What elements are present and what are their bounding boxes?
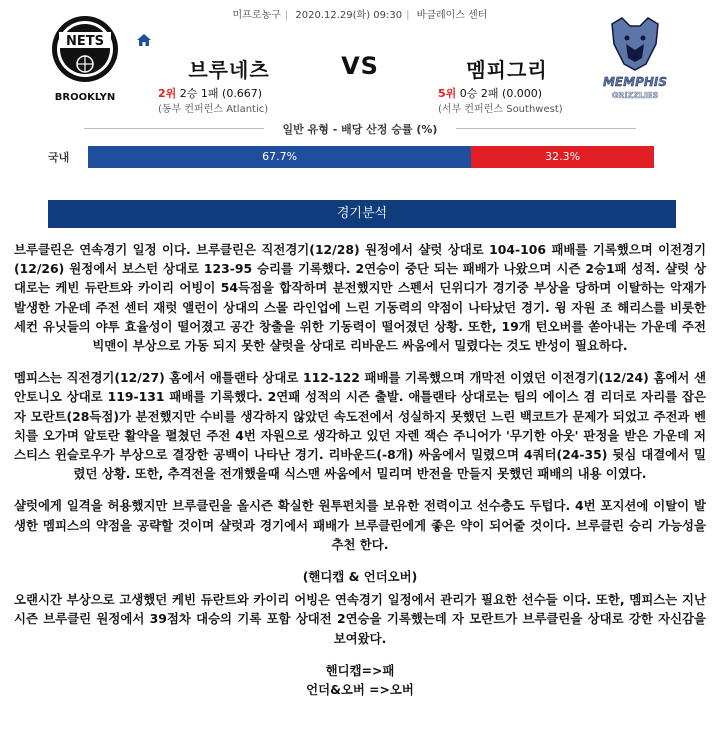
grizzlies-logo	[598, 14, 672, 104]
betting-rate-bar	[88, 146, 654, 168]
league-label: 미프로농구	[232, 10, 281, 21]
away-win-loss: 0승 2패 (0.000)	[459, 87, 543, 100]
betting-rate-row	[48, 146, 656, 168]
away-rate-segment: 32.3%	[471, 146, 654, 168]
betting-row-label: 국내	[48, 151, 70, 164]
home-icon[interactable]	[136, 32, 152, 48]
nets-logo-text: NETS	[66, 34, 104, 49]
pick-handicap: 핸디캡=>패	[325, 662, 395, 678]
home-conference: (동부 컨퍼런스 Atlantic)	[158, 104, 269, 115]
betting-rate-title: 일반 유형 - 배당 산정 승률 (%)	[0, 121, 720, 137]
home-win-loss: 2승 1패 (0.667)	[179, 87, 263, 100]
handicap-paragraph: 오랜시간 부상으로 고생했던 케빈 듀란트와 카이리 어빙은 연속경기 일정에서 관리가 필요한 선수들 이다. 또한, 멤피스는 지난시즌 브루클린 원정에서 39점차 대승의 기록 포함 상대전 2연승을 기록했는데 자 모란트가 브루클린을 상대로 강한 자신감을 보여왔다.	[14, 592, 706, 646]
pick-overunder: 언더&오버 =>오버	[306, 682, 414, 698]
brooklyn-logo-text: BROOKLYN	[54, 92, 116, 103]
home-rate-segment: 67.7%	[88, 146, 471, 168]
away-conference: (서부 컨퍼런스 Southwest)	[438, 104, 563, 115]
handicap-heading: (핸디캡 & 언더오버)	[302, 569, 418, 585]
analysis-paragraph-brooklyn: 브루클린은 연속경기 일정 이다. 브루클린은 직전경기(12/28) 원정에서 샬럿 상대로 104-106 패배를 기록했으며 이전경기(12/26) 원정에서 보스턴 상대로 123-95 승리를 기록했다. 2연승이 중단 되는 패배가 나왔으며 시즌 2승1패 성적. 샬럿 상대로는 케빈 듀란트와 카이리 어빙이 54득점을 합작하며 분전했지만 스펜서 딘위디가 경기중 부상을 당하며 이탈하는 악재가 발생한 가운데 주전 센터 재럿 앨런이 상대의 스몰 라인업에 느린 기동력의 약점이 나타났던 경기. 윙 자원 조 해리스를 비롯한 세컨 유닛들의 야투 효율성이 떨어졌고 공간 창출을 위한 기동력이 떨어졌던 상황. 또한, 19개 턴오버를 쏟아내는 가운데 주전 빅맨이 부상으로 가동 되지 못한 샬럿을 상대로 리바운드 싸움에서 밀렸다는 것도 반성이 필요하다.	[14, 242, 706, 354]
match-datetime: 2020.12.29(화) 09:30	[295, 10, 403, 21]
analysis-paragraph-memphis: 멤피스는 직전경기(12/27) 홈에서 애틀랜타 상대로 112-122 패배를 기록했으며 개막전 이였던 이전경기(12/24) 홈에서 샌안토니오 상대로 119-131 패배를 기록했다. 2연패 성적의 시즌 출발. 애틀랜타 상대로는 팀의 에이스 겸 리더로 자리를 잡은 자 모란트(28득점)가 분전했지만 수비를 생각하지 않았던 속도전에서 성실하지 못했던 느린 백코트가 문제가 되었고 주전과 벤치를 오가며 알토란 활약을 펼쳤던 주전 4번 자원으로 생각하고 있던 자렌 잭슨 주니어가 '무기한 아웃' 판정을 받은 가운데 저스티스 윈슬로우가 부상으로 결장한 공백이 나타난 경기. 리바운드(-8개) 싸움에서 밀렸으며 4쿼터(24-35) 뒷심 대결에서 밀렸던 상황. 또한, 추격전을 전개했을때 식스맨 싸움에서 밀리며 반전을 만들지 못했던 패배의 내용 이였다.	[14, 370, 706, 482]
grizzlies-logo-text: GRIZZLIES	[611, 91, 659, 100]
vs-label: VS	[341, 52, 379, 80]
match-header	[0, 0, 720, 120]
home-team-name: 브루네츠	[188, 58, 270, 82]
memphis-logo-text: MEMPHIS	[602, 75, 668, 89]
analysis-article	[14, 240, 706, 699]
nets-logo	[48, 14, 122, 104]
away-rank: 5위	[438, 87, 457, 100]
match-meta: 미프로농구 | 2020.12.29(화) 09:30 | 바클레이스 센터	[0, 6, 720, 21]
analysis-paragraph-recommendation: 샬럿에게 일격을 허용했지만 브루클린을 올시즌 확실한 원투펀치를 보유한 전력이고 선수층도 두텁다. 4번 포지션에 이탈이 발생한 멤피스의 약점을 공략할 것이며 샬럿과 경기에서 패배가 브루클린에게 좋은 약이 되어줄 것이다. 브루클린 승리 가능성을 추천 한다.	[14, 498, 706, 552]
home-rank: 2위	[158, 87, 177, 100]
venue-label: 바클레이스 센터	[416, 10, 488, 21]
analysis-title: 경기분석	[48, 200, 676, 228]
home-record	[158, 85, 262, 101]
away-record	[438, 85, 542, 101]
away-team-name: 멤피그리	[466, 58, 548, 82]
